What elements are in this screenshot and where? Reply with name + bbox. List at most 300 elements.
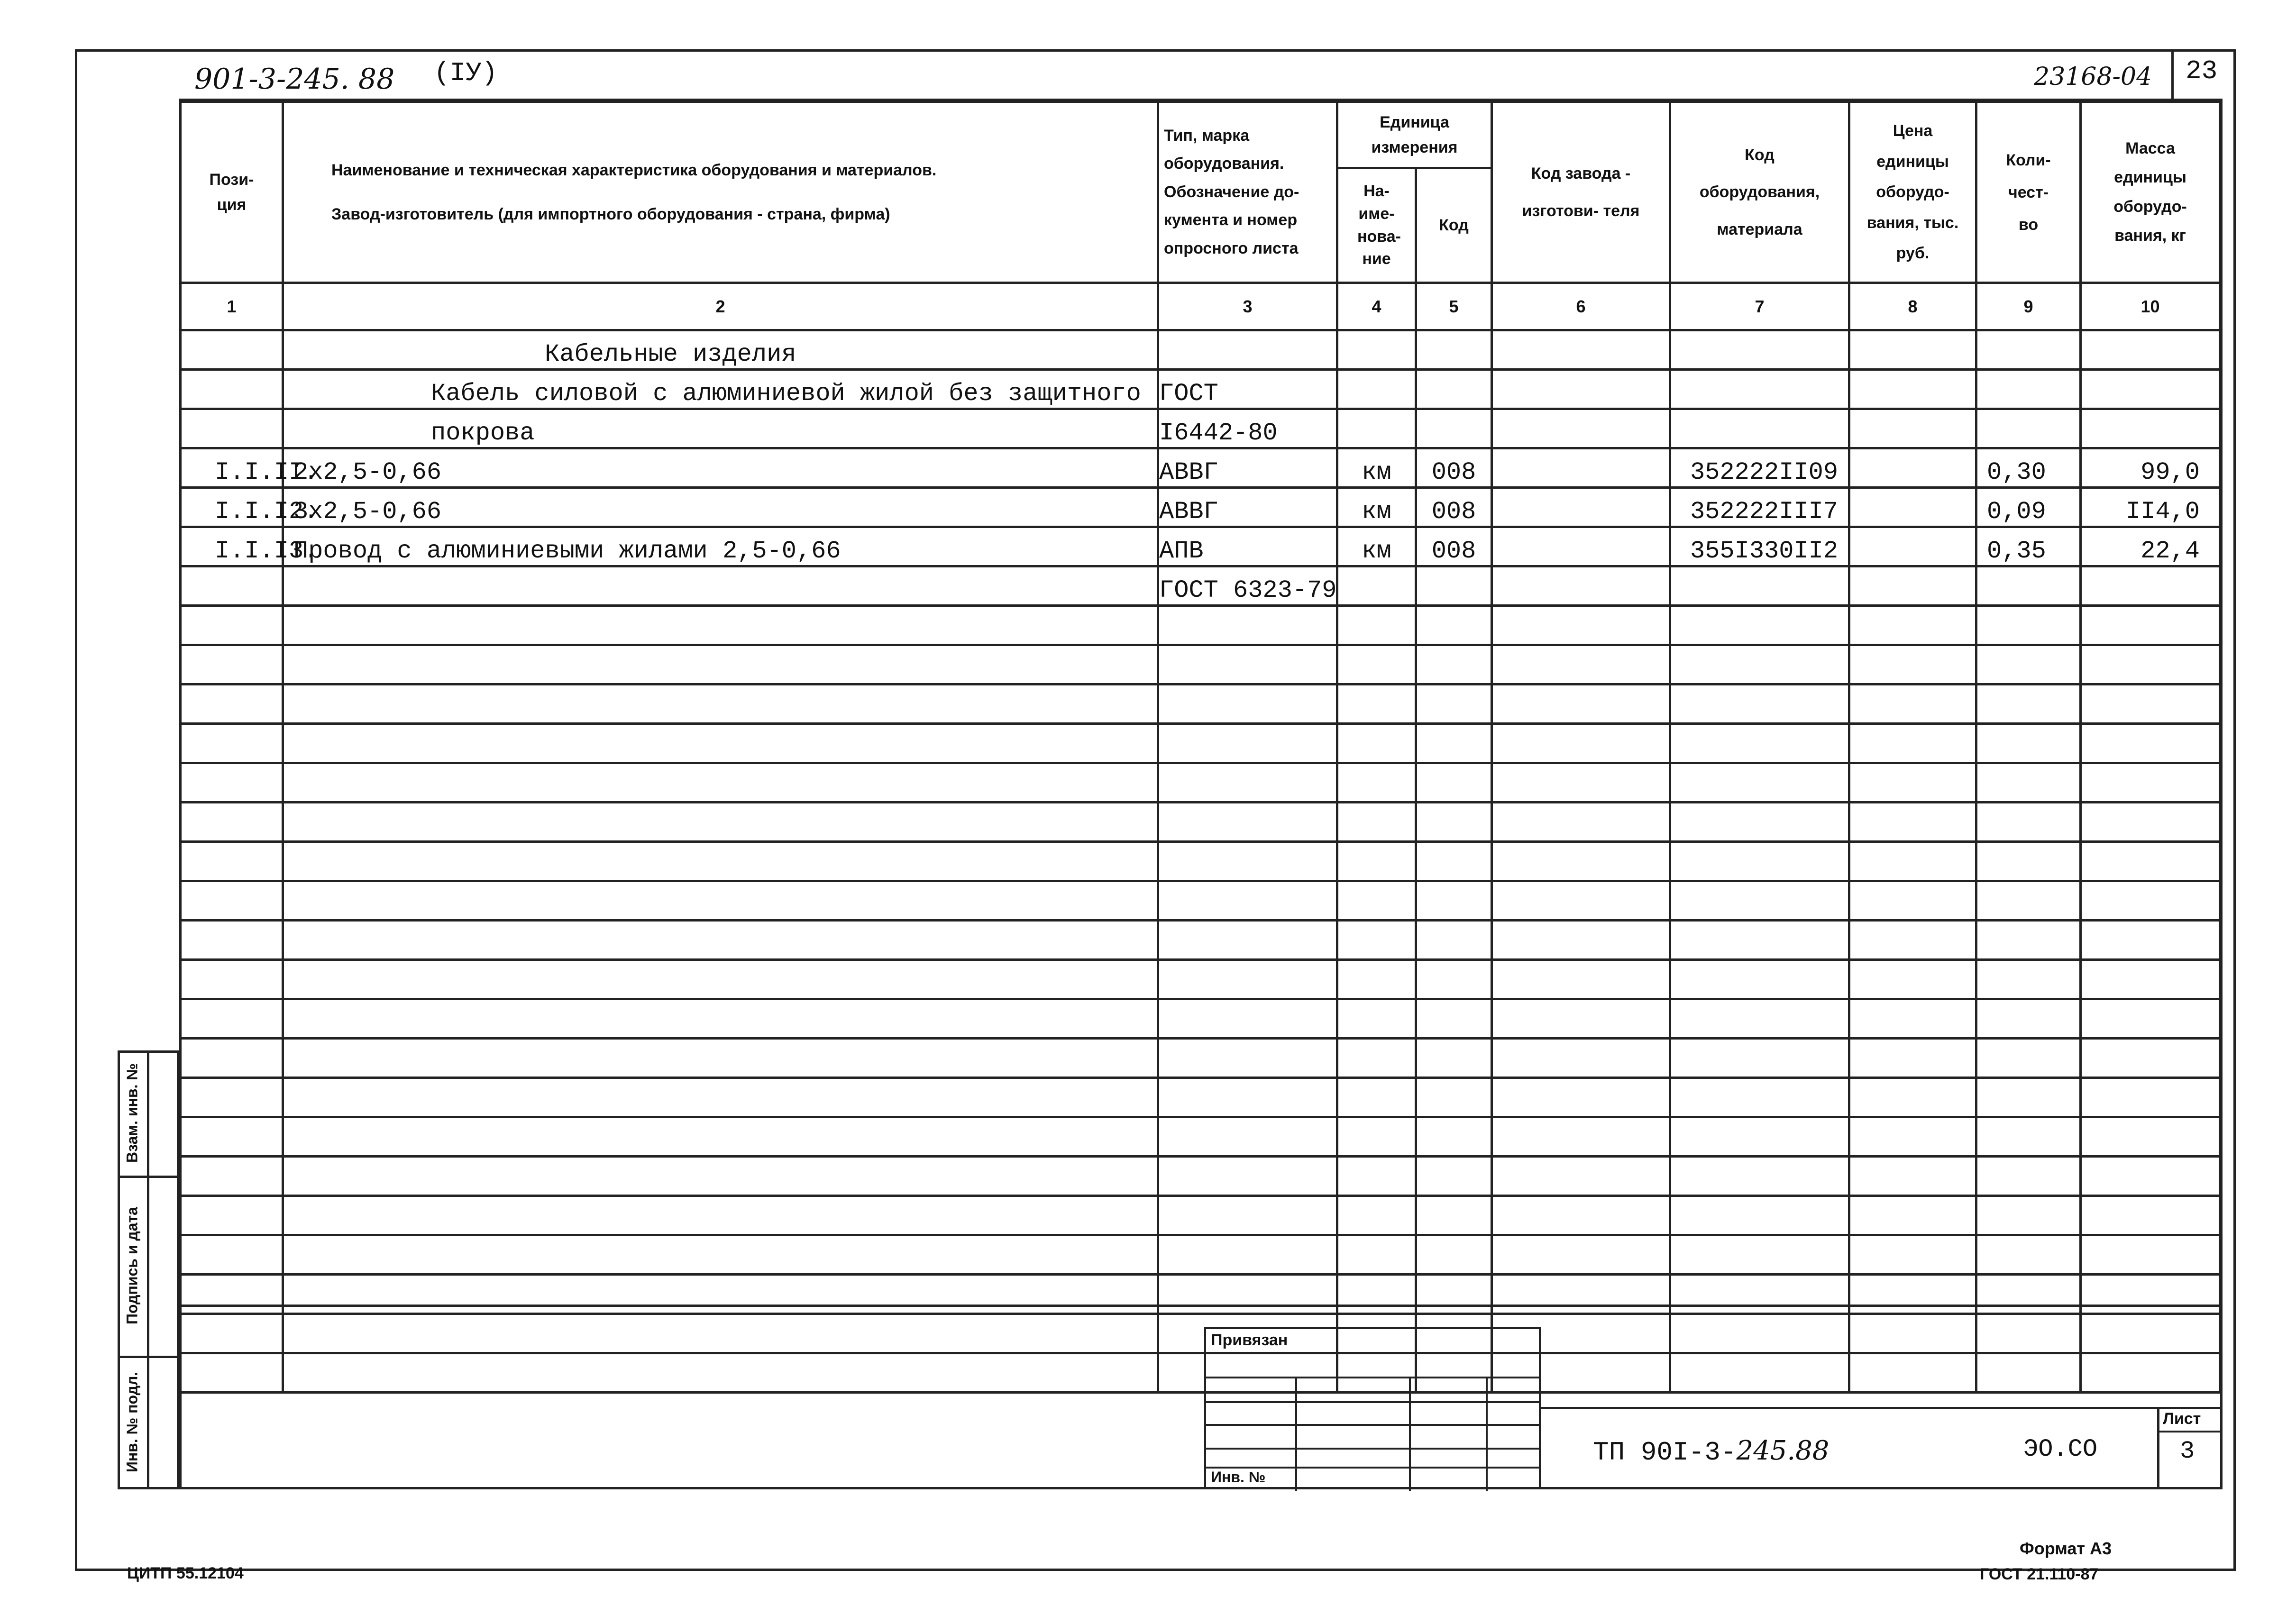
- empty-cell: [181, 1235, 283, 1275]
- empty-cell: [1976, 724, 2081, 763]
- empty-cell: [1158, 1157, 1337, 1196]
- empty-cell: [1158, 1235, 1337, 1275]
- empty-cell: [181, 803, 283, 842]
- empty-cell: [1158, 684, 1337, 724]
- empty-cell: [1976, 1157, 2081, 1196]
- empty-cell: [181, 1314, 283, 1353]
- empty-row: [181, 1078, 2220, 1117]
- empty-cell: [1416, 921, 1492, 960]
- cell-price: [1849, 566, 1976, 606]
- side-divider-2: [118, 1356, 179, 1358]
- empty-cell: [2081, 1353, 2220, 1393]
- empty-cell: [181, 1196, 283, 1235]
- column-number: 6: [1492, 283, 1670, 330]
- binding-line-1: [1206, 1377, 1539, 1378]
- empty-cell: [1337, 724, 1416, 763]
- empty-cell: [1976, 1235, 2081, 1275]
- empty-cell: [1158, 1275, 1337, 1314]
- empty-cell: [1849, 1157, 1976, 1196]
- cell-unit: [1337, 409, 1416, 448]
- empty-cell: [283, 999, 1158, 1039]
- empty-cell: [1337, 645, 1416, 684]
- cell-unit: км: [1337, 448, 1416, 488]
- empty-cell: [1337, 881, 1416, 921]
- empty-cell: [2081, 999, 2220, 1039]
- cell-ucode: [1416, 409, 1492, 448]
- empty-cell: [283, 645, 1158, 684]
- empty-cell: [1416, 1078, 1492, 1117]
- empty-cell: [181, 1039, 283, 1078]
- empty-cell: [181, 960, 283, 999]
- empty-cell: [283, 1275, 1158, 1314]
- side-label-inventory: Инв. № подл.: [123, 1371, 141, 1473]
- cell-code: [1670, 566, 1849, 606]
- empty-row: [181, 1157, 2220, 1196]
- empty-cell: [2081, 606, 2220, 645]
- empty-cell: [1337, 606, 1416, 645]
- doc-number: 901-3-245. 88: [194, 63, 395, 96]
- empty-cell: [181, 921, 283, 960]
- cell-name: 2х2,5-0,66: [283, 448, 1158, 488]
- doc-code: [1593, 1435, 1829, 1468]
- empty-cell: [1416, 1235, 1492, 1275]
- empty-cell: [1492, 803, 1670, 842]
- empty-cell: [1416, 606, 1492, 645]
- header-name: [283, 102, 1158, 283]
- binding-line-3: [1206, 1424, 1539, 1426]
- cell-unit: [1337, 566, 1416, 606]
- empty-cell: [1670, 763, 1849, 803]
- table-row: [181, 409, 2220, 448]
- empty-cell: [1416, 803, 1492, 842]
- empty-cell: [1492, 1196, 1670, 1235]
- empty-cell: [1670, 921, 1849, 960]
- cell-mass: 99,0: [2081, 448, 2220, 488]
- empty-cell: [1492, 606, 1670, 645]
- header-material-code: Код оборудования, материала: [1670, 102, 1849, 283]
- column-number: 8: [1849, 283, 1976, 330]
- empty-cell: [1976, 606, 2081, 645]
- binding-line-2: [1206, 1401, 1539, 1403]
- empty-cell: [181, 724, 283, 763]
- empty-cell: [1849, 1078, 1976, 1117]
- cell-price: [1849, 409, 1976, 448]
- empty-row: [181, 803, 2220, 842]
- cell-factory: [1492, 330, 1670, 370]
- cell-pos: [181, 330, 283, 370]
- side-label-replacement: Взам. инв. №: [123, 1063, 141, 1163]
- empty-cell: [1416, 842, 1492, 881]
- empty-cell: [181, 881, 283, 921]
- cell-type: ГОСТ: [1158, 370, 1337, 409]
- empty-row: [181, 1235, 2220, 1275]
- binding-label: Привязан: [1211, 1331, 1288, 1349]
- empty-cell: [1158, 1039, 1337, 1078]
- empty-cell: [283, 803, 1158, 842]
- sheet-label: Лист: [2163, 1410, 2201, 1428]
- empty-cell: [1976, 1039, 2081, 1078]
- empty-cell: [1670, 881, 1849, 921]
- cell-type: [1158, 330, 1337, 370]
- cell-factory: [1492, 370, 1670, 409]
- empty-cell: [1976, 1275, 2081, 1314]
- archive-number: 23168-04: [2034, 63, 2152, 91]
- cell-price: [1849, 330, 1976, 370]
- cell-pos: I.I.II.: [181, 448, 283, 488]
- empty-cell: [1670, 842, 1849, 881]
- table-row: [181, 330, 2220, 370]
- empty-cell: [1337, 1117, 1416, 1157]
- section-code: ЭО.СО: [2023, 1435, 2098, 1463]
- empty-cell: [2081, 842, 2220, 881]
- cell-code: 352222III7: [1670, 488, 1849, 527]
- footer-format: Формат А3: [2020, 1539, 2112, 1558]
- empty-cell: [1492, 763, 1670, 803]
- empty-cell: [1416, 1117, 1492, 1157]
- binding-vline-1: [1295, 1377, 1297, 1491]
- empty-cell: [1492, 1078, 1670, 1117]
- empty-row: [181, 606, 2220, 645]
- empty-cell: [1849, 921, 1976, 960]
- empty-cell: [1492, 1117, 1670, 1157]
- cell-type: АПВ: [1158, 527, 1337, 566]
- empty-cell: [1416, 724, 1492, 763]
- bottom-stamp-separator: [179, 1305, 2223, 1307]
- empty-cell: [1976, 1353, 2081, 1393]
- empty-cell: [1416, 960, 1492, 999]
- empty-cell: [1337, 1078, 1416, 1117]
- cell-mass: [2081, 409, 2220, 448]
- empty-cell: [1337, 960, 1416, 999]
- empty-cell: [1158, 842, 1337, 881]
- empty-cell: [181, 684, 283, 724]
- cell-factory: [1492, 448, 1670, 488]
- cell-mass: [2081, 330, 2220, 370]
- empty-cell: [181, 606, 283, 645]
- empty-cell: [283, 1157, 1158, 1196]
- empty-cell: [1849, 842, 1976, 881]
- page-number: 23: [2186, 56, 2218, 86]
- side-divider-1: [118, 1176, 179, 1178]
- empty-cell: [1337, 1157, 1416, 1196]
- empty-cell: [1849, 960, 1976, 999]
- empty-cell: [1849, 1275, 1976, 1314]
- cell-pos: I.I.I3.: [181, 527, 283, 566]
- empty-cell: [1976, 921, 2081, 960]
- empty-cell: [1670, 684, 1849, 724]
- empty-cell: [1976, 645, 2081, 684]
- empty-cell: [1976, 763, 2081, 803]
- cell-factory: [1492, 488, 1670, 527]
- header-mass: Масса единицы оборудо- вания, кг: [2081, 102, 2220, 283]
- empty-cell: [1158, 1117, 1337, 1157]
- column-number: 5: [1416, 283, 1492, 330]
- empty-cell: [283, 881, 1158, 921]
- empty-cell: [283, 684, 1158, 724]
- empty-cell: [2081, 684, 2220, 724]
- binding-block: [1204, 1327, 1541, 1489]
- cell-factory: [1492, 527, 1670, 566]
- column-numbers-row: [181, 283, 2220, 330]
- cell-factory: [1492, 409, 1670, 448]
- empty-cell: [1670, 803, 1849, 842]
- empty-row: [181, 999, 2220, 1039]
- empty-cell: [1492, 1275, 1670, 1314]
- empty-cell: [1492, 1235, 1670, 1275]
- cell-name: [283, 566, 1158, 606]
- empty-cell: [1158, 881, 1337, 921]
- cell-price: [1849, 448, 1976, 488]
- empty-cell: [283, 763, 1158, 803]
- cell-code: 355I330II2: [1670, 527, 1849, 566]
- empty-cell: [1416, 645, 1492, 684]
- empty-cell: [1849, 1039, 1976, 1078]
- table-row: [181, 566, 2220, 606]
- empty-cell: [283, 724, 1158, 763]
- binding-line-4: [1206, 1448, 1539, 1450]
- empty-cell: [1158, 606, 1337, 645]
- cell-ucode: 008: [1416, 448, 1492, 488]
- empty-cell: [2081, 1196, 2220, 1235]
- header-name-line2: Завод-изготовитель (для импортного оборудования - страна, фирма): [331, 205, 890, 223]
- header-name-line1: Наименование и техническая характеристика оборудования и материалов.: [331, 161, 937, 179]
- empty-cell: [1492, 645, 1670, 684]
- header-unit-name: На- име- нова- ние: [1337, 168, 1416, 283]
- cell-qty: [1976, 370, 2081, 409]
- empty-cell: [1337, 684, 1416, 724]
- empty-cell: [181, 1275, 283, 1314]
- empty-cell: [2081, 803, 2220, 842]
- empty-cell: [1337, 999, 1416, 1039]
- table-row: [181, 488, 2220, 527]
- empty-cell: [1976, 803, 2081, 842]
- cell-price: [1849, 488, 1976, 527]
- column-number: 9: [1976, 283, 2081, 330]
- empty-row: [181, 1039, 2220, 1078]
- inventory-label: Инв. №: [1211, 1469, 1266, 1486]
- cell-pos: [181, 566, 283, 606]
- empty-row: [181, 1275, 2220, 1314]
- specification-table: [179, 100, 2221, 1394]
- column-number: 4: [1337, 283, 1416, 330]
- empty-cell: [1849, 1353, 1976, 1393]
- empty-cell: [2081, 1275, 2220, 1314]
- cell-type: АВВГ: [1158, 488, 1337, 527]
- empty-cell: [1976, 1314, 2081, 1353]
- empty-cell: [1849, 803, 1976, 842]
- cell-mass: [2081, 566, 2220, 606]
- empty-cell: [1670, 1039, 1849, 1078]
- cell-pos: I.I.I2.: [181, 488, 283, 527]
- empty-cell: [1158, 763, 1337, 803]
- empty-cell: [2081, 724, 2220, 763]
- empty-cell: [283, 1235, 1158, 1275]
- empty-cell: [181, 999, 283, 1039]
- empty-cell: [1976, 1078, 2081, 1117]
- cell-type: АВВГ: [1158, 448, 1337, 488]
- column-number: 2: [283, 283, 1158, 330]
- empty-row: [181, 1117, 2220, 1157]
- empty-row: [181, 724, 2220, 763]
- empty-cell: [1849, 606, 1976, 645]
- cell-factory: [1492, 566, 1670, 606]
- cell-type: I6442-80: [1158, 409, 1337, 448]
- cell-ucode: [1416, 330, 1492, 370]
- empty-row: [181, 881, 2220, 921]
- empty-cell: [1337, 763, 1416, 803]
- cell-name: покрова: [283, 409, 1158, 448]
- cell-code: [1670, 409, 1849, 448]
- cell-qty: [1976, 330, 2081, 370]
- footer-left: ЦИТП 55.12104: [127, 1564, 244, 1582]
- empty-cell: [1670, 1353, 1849, 1393]
- empty-cell: [1849, 724, 1976, 763]
- cell-unit: [1337, 370, 1416, 409]
- header-position: Пози- ция: [181, 102, 283, 283]
- empty-cell: [2081, 1039, 2220, 1078]
- empty-cell: [181, 842, 283, 881]
- column-number: 1: [181, 283, 283, 330]
- cell-mass: II4,0: [2081, 488, 2220, 527]
- column-number: 3: [1158, 283, 1337, 330]
- empty-cell: [1158, 645, 1337, 684]
- cell-type: ГОСТ 6323-79: [1158, 566, 1337, 606]
- empty-cell: [2081, 1235, 2220, 1275]
- empty-cell: [2081, 960, 2220, 999]
- header-quantity: Коли- чест- во: [1976, 102, 2081, 283]
- empty-row: [181, 763, 2220, 803]
- empty-cell: [1158, 1196, 1337, 1235]
- column-number: 7: [1670, 283, 1849, 330]
- empty-cell: [1337, 842, 1416, 881]
- empty-cell: [283, 606, 1158, 645]
- empty-cell: [1670, 606, 1849, 645]
- cell-ucode: 008: [1416, 527, 1492, 566]
- empty-cell: [1158, 960, 1337, 999]
- empty-cell: [1492, 999, 1670, 1039]
- empty-cell: [1976, 999, 2081, 1039]
- empty-cell: [181, 1117, 283, 1157]
- empty-cell: [1849, 881, 1976, 921]
- empty-cell: [1158, 1078, 1337, 1117]
- empty-cell: [1416, 763, 1492, 803]
- empty-row: [181, 1314, 2220, 1353]
- doc-code-hand: 245.88: [1736, 1435, 1829, 1466]
- doc-code-prefix: ТП 90I-3-: [1593, 1437, 1737, 1468]
- empty-cell: [283, 1353, 1158, 1393]
- empty-cell: [1670, 1157, 1849, 1196]
- cell-name: Провод с алюминиевыми жилами 2,5-0,66: [283, 527, 1158, 566]
- empty-cell: [1337, 1196, 1416, 1235]
- cell-name: 3х2,5-0,66: [283, 488, 1158, 527]
- empty-cell: [283, 1117, 1158, 1157]
- empty-cell: [283, 960, 1158, 999]
- header-type: Тип, марка оборудования. Обозначение до- кумента и номер опросного листа: [1158, 102, 1337, 283]
- empty-cell: [1670, 1314, 1849, 1353]
- empty-cell: [1849, 999, 1976, 1039]
- header-unit-code: Код: [1416, 168, 1492, 283]
- cell-unit: км: [1337, 488, 1416, 527]
- empty-cell: [2081, 763, 2220, 803]
- cell-price: [1849, 527, 1976, 566]
- table-row: [181, 448, 2220, 488]
- empty-cell: [2081, 881, 2220, 921]
- table-row: [181, 370, 2220, 409]
- empty-cell: [1670, 724, 1849, 763]
- empty-cell: [283, 842, 1158, 881]
- cell-ucode: [1416, 566, 1492, 606]
- empty-cell: [1670, 1117, 1849, 1157]
- empty-cell: [181, 763, 283, 803]
- empty-cell: [1976, 881, 2081, 921]
- empty-cell: [181, 645, 283, 684]
- empty-cell: [1337, 803, 1416, 842]
- empty-cell: [1492, 921, 1670, 960]
- cell-unit: [1337, 330, 1416, 370]
- empty-cell: [283, 1196, 1158, 1235]
- side-stamp-inner-line: [147, 1050, 149, 1489]
- empty-cell: [1416, 1039, 1492, 1078]
- empty-cell: [1158, 724, 1337, 763]
- empty-cell: [1492, 1157, 1670, 1196]
- binding-vline-2: [1409, 1377, 1411, 1491]
- header-price: Цена единицы оборудо- вания, тыс. руб.: [1849, 102, 1976, 283]
- empty-cell: [1337, 921, 1416, 960]
- empty-cell: [1158, 999, 1337, 1039]
- empty-cell: [1670, 1235, 1849, 1275]
- empty-cell: [1337, 1275, 1416, 1314]
- empty-cell: [1670, 999, 1849, 1039]
- cell-name: Кабель силовой с алюминиевой жилой без защитного: [283, 370, 1158, 409]
- cell-pos: [181, 370, 283, 409]
- empty-cell: [1670, 1196, 1849, 1235]
- cell-qty: [1976, 409, 2081, 448]
- cell-name: Кабельные изделия: [283, 330, 1158, 370]
- cell-qty: 0,09: [1976, 488, 2081, 527]
- empty-cell: [2081, 1117, 2220, 1157]
- empty-cell: [1416, 881, 1492, 921]
- sheet-box-line: [2157, 1431, 2223, 1432]
- empty-cell: [1416, 684, 1492, 724]
- cell-unit: км: [1337, 527, 1416, 566]
- empty-cell: [1849, 763, 1976, 803]
- empty-row: [181, 1353, 2220, 1393]
- empty-cell: [181, 1353, 283, 1393]
- cell-qty: [1976, 566, 2081, 606]
- empty-row: [181, 921, 2220, 960]
- empty-cell: [1492, 881, 1670, 921]
- empty-cell: [1976, 1196, 2081, 1235]
- empty-cell: [2081, 1157, 2220, 1196]
- empty-cell: [1158, 921, 1337, 960]
- empty-cell: [1492, 960, 1670, 999]
- cell-code: [1670, 370, 1849, 409]
- empty-row: [181, 1196, 2220, 1235]
- cell-ucode: [1416, 370, 1492, 409]
- empty-cell: [1849, 684, 1976, 724]
- sheet-number: 3: [2180, 1437, 2195, 1465]
- footer-gost: ГОСТ 21.110-87: [1980, 1565, 2099, 1583]
- empty-row: [181, 960, 2220, 999]
- empty-cell: [1337, 1235, 1416, 1275]
- header-factory-code: Код завода - изготови- теля: [1492, 102, 1670, 283]
- cell-qty: 0,30: [1976, 448, 2081, 488]
- column-number: 10: [2081, 283, 2220, 330]
- empty-cell: [2081, 645, 2220, 684]
- empty-cell: [1416, 1157, 1492, 1196]
- empty-cell: [1416, 1275, 1492, 1314]
- table-row: [181, 527, 2220, 566]
